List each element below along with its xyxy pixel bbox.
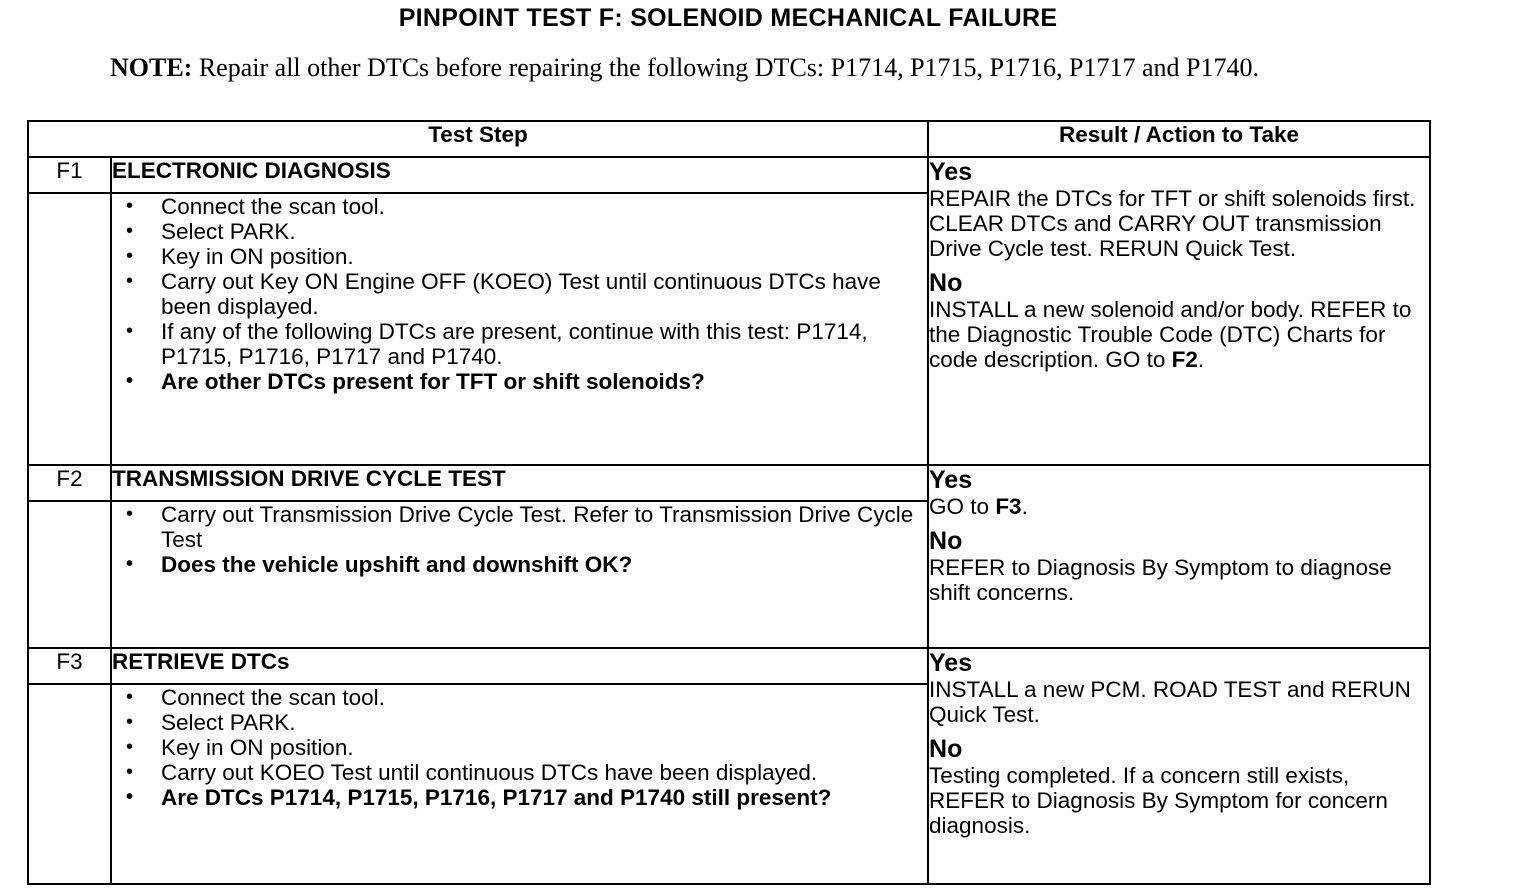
step-id-blank-f1 <box>28 193 111 465</box>
step-body-f1 <box>111 193 928 465</box>
yes-text-f2-body: GO to <box>929 494 990 519</box>
note <box>110 52 1310 83</box>
step-id-f1: F1 <box>28 157 111 193</box>
step-question-f2: • Does the vehicle upshift and downshift OK? <box>161 552 927 577</box>
list-item: • Carry out Key ON Engine OFF (KOEO) Test until continuous DTCs have been displayed. <box>161 269 927 319</box>
step-title-f1: ELECTRONIC DIAGNOSIS <box>111 157 928 193</box>
no-text-f3: Testing completed. If a concern still exists, REFER to Diagnosis By Symptom for concern diagnosis. <box>929 763 1388 838</box>
step-title-row-f3 <box>28 648 1430 684</box>
step-question-f1: • Are other DTCs present for TFT or shift solenoids? <box>161 369 927 394</box>
page-title: PINPOINT TEST F: SOLENOID MECHANICAL FAILURE <box>398 4 1058 32</box>
yes-text-f3: INSTALL a new PCM. ROAD TEST and RERUN Quick Test. <box>929 677 1411 727</box>
list-item: • Select PARK. <box>161 710 927 735</box>
result-cell-f1 <box>928 157 1430 465</box>
no-text-f1-end: . <box>1197 347 1205 372</box>
step-list-f1 <box>112 194 927 394</box>
yes-text-f2-end: . <box>1021 494 1028 519</box>
no-label-f2: No <box>929 527 963 555</box>
yes-text-f2 <box>929 494 1429 519</box>
goto-link-f3[interactable]: F3 <box>995 494 1022 519</box>
list-item: • Select PARK. <box>161 219 927 244</box>
list-item: • Key in ON position. <box>161 244 927 269</box>
pinpoint-test-table <box>27 120 1431 885</box>
yes-label-f2: Yes <box>929 466 973 494</box>
result-cell-f2 <box>928 465 1430 648</box>
step-id-blank-f3 <box>28 684 111 884</box>
step-id-f3: F3 <box>28 648 111 684</box>
note-text: Repair all other DTCs before repairing the following DTCs: P1714, P1715, P1716, P1717 and P1740. <box>198 53 1259 82</box>
step-list-f3 <box>112 685 927 810</box>
step-body-f3 <box>111 684 928 884</box>
table-header-row <box>28 121 1430 157</box>
no-label-f3: No <box>929 735 963 763</box>
step-id-f2: F2 <box>28 465 111 501</box>
step-title-row-f2 <box>28 465 1430 501</box>
step-question-f3: • Are DTCs P1714, P1715, P1716, P1717 and P1740 still present? <box>161 785 927 810</box>
list-item: • Connect the scan tool. <box>161 685 927 710</box>
yes-label-f3: Yes <box>929 649 973 677</box>
no-text-f2: REFER to Diagnosis By Symptom to diagnose shift concerns. <box>929 555 1392 605</box>
step-body-f2 <box>111 501 928 648</box>
step-list-f2 <box>112 502 927 577</box>
step-id-blank-f2 <box>28 501 111 648</box>
no-text-f1 <box>929 297 1429 372</box>
step-title-f2: TRANSMISSION DRIVE CYCLE TEST <box>111 465 928 501</box>
step-title-f3: RETRIEVE DTCs <box>111 648 928 684</box>
list-item: • Key in ON position. <box>161 735 927 760</box>
result-cell-f3 <box>928 648 1430 884</box>
col-header-test-step: Test Step <box>28 121 928 157</box>
list-item: • Connect the scan tool. <box>161 194 927 219</box>
step-title-row-f1 <box>28 157 1430 193</box>
note-label: NOTE: <box>110 53 193 82</box>
yes-label-f1: Yes <box>929 158 973 186</box>
list-item: • If any of the following DTCs are present, continue with this test: P1714, P1715, P1716, P1717 and P1740. <box>161 319 927 369</box>
no-label-f1: No <box>929 269 963 297</box>
yes-text-f1: REPAIR the DTCs for TFT or shift solenoids first. CLEAR DTCs and CARRY OUT transmission Drive Cycle test. RERUN Quick Test. <box>929 186 1416 261</box>
list-item: • Carry out Transmission Drive Cycle Test. Refer to Transmission Drive Cycle Test <box>161 502 927 552</box>
goto-link-f2[interactable]: F2 <box>1171 347 1198 372</box>
no-text-f1-body: INSTALL a new solenoid and/or body. REFER to the Diagnostic Trouble Code (DTC) Charts for code description. GO to <box>929 297 1412 372</box>
list-item: • Carry out KOEO Test until continuous DTCs have been displayed. <box>161 760 927 785</box>
col-header-result: Result / Action to Take <box>928 121 1430 157</box>
